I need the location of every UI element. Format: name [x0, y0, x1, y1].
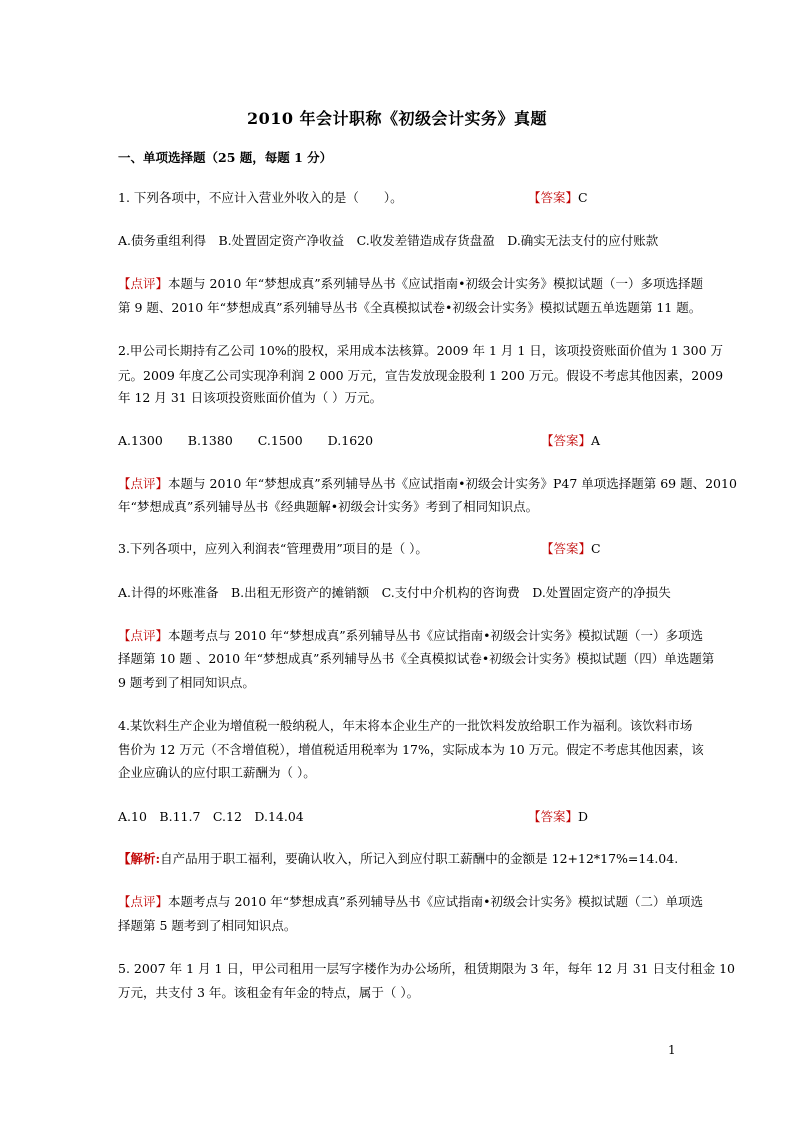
q3-answer	[541, 541, 601, 557]
q1-comment-line-1: 【点评】本题与 2010 年“梦想成真”系列辅导丛书《应试指南•初级会计实务》模拟试题（一）多项选择题	[118, 276, 703, 291]
q3-comment-line-1: 【点评】本题考点与 2010 年“梦想成真”系列辅导丛书《应试指南•初级会计实务》模拟试题（一）多项选	[118, 628, 703, 643]
q4-stem-line-2: 售价为 12 万元（不含增值税），增值税适用税率为 17%，实际成本为 10 万元。假定不考虑其他因素，该	[118, 742, 704, 757]
q2-options: A.1300 B.1380 C.1500 D.1620	[118, 433, 374, 448]
q4-answer	[528, 809, 588, 825]
comment-label: 【点评】	[118, 276, 169, 291]
q4-comment-line-2: 择题第 5 题考到了相同知识点。	[118, 918, 297, 933]
q1-stem: 1. 下列各项中，不应计入营业外收入的是（ ）。	[118, 190, 403, 205]
answer-value: C	[591, 541, 601, 556]
answer-label: 【答案】	[528, 809, 579, 824]
page-number: 1	[668, 1043, 676, 1057]
answer-value: D	[578, 809, 589, 824]
q4-analysis: 【解析:自产品用于职工福利，要确认收入，所记入到应付职工薪酬中的金额是 12+12*17%=14.04.	[118, 851, 679, 866]
q2-stem-line-3: 年 12 月 31 日该项投资账面价值为（ ）万元。	[118, 390, 383, 405]
q3-comment-line-2: 择题第 10 题 、2010 年“梦想成真”系列辅导丛书《全真模拟试卷•初级会计实务》模拟试题（四）单选题第	[118, 651, 715, 666]
q4-comment-line-1: 【点评】本题考点与 2010 年“梦想成真”系列辅导丛书《应试指南•初级会计实务》模拟试题（二）单项选	[118, 894, 703, 909]
q5-stem-line-1: 5. 2007 年 1 月 1 日，甲公司租用一层写字楼作为办公场所，租赁期限为 3 年，每年 12 月 31 日支付租金 10	[118, 961, 735, 976]
q3-comment-line-3: 9 题考到了相同知识点。	[118, 675, 255, 690]
q2-answer	[541, 433, 600, 449]
q4-stem-line-3: 企业应确认的应付职工薪酬为（ ）。	[118, 765, 316, 780]
document-title: 2010 年会计职称《初级会计实务》真题	[246, 109, 548, 128]
q4-options: A.10 B.11.7 C.12 D.14.04	[118, 809, 304, 824]
section-heading: 一、单项选择题（25 题，每题 1 分）	[118, 150, 333, 165]
q3-stem: 3.下列各项中，应列入利润表“管理费用”项目的是（ ）。	[118, 541, 428, 556]
q1-comment-line-2: 第 9 题、2010 年“梦想成真”系列辅导丛书《全真模拟试卷•初级会计实务》模拟试题五单选题第 11 题。	[118, 300, 702, 315]
q1-answer	[528, 190, 588, 206]
q3-options: A.计得的坏账准备 B.出租无形资产的摊销额 C.支付中介机构的咨询费 D.处置固定资产的净损失	[118, 585, 671, 600]
q2-stem-line-1: 2.甲公司长期持有乙公司 10%的股权，采用成本法核算。2009 年 1 月 1 日，该项投资账面价值为 1 300 万	[118, 343, 724, 358]
answer-value: C	[578, 190, 588, 205]
q2-stem-line-2: 元。2009 年度乙公司实现净利润 2 000 万元，宣告发放现金股利 1 200 万元。假设不考虑其他因素，2009	[118, 368, 724, 383]
q2-comment-line-1: 【点评】本题与 2010 年“梦想成真”系列辅导丛书《应试指南•初级会计实务》P47 单项选择题第 69 题、2010	[118, 476, 737, 491]
answer-label: 【答案】	[541, 541, 592, 556]
answer-value: A	[591, 433, 601, 448]
comment-label: 【点评】	[118, 628, 169, 643]
comment-label: 【点评】	[118, 894, 169, 909]
answer-label: 【答案】	[528, 190, 579, 205]
analysis-label: 【解析:	[118, 851, 161, 866]
q4-stem-line-1: 4.某饮料生产企业为增值税一般纳税人，年末将本企业生产的一批饮料发放给职工作为福利。该饮料市场	[118, 718, 693, 733]
answer-label: 【答案】	[541, 433, 592, 448]
q1-options: A.债务重组利得 B.处置固定资产净收益 C.收发差错造成存货盘盈 D.确实无法支付的应付账款	[118, 233, 659, 248]
comment-label: 【点评】	[118, 476, 169, 491]
q2-comment-line-2: 年“梦想成真”系列辅导丛书《经典题解•初级会计实务》考到了相同知识点。	[118, 499, 539, 514]
q5-stem-line-2: 万元，共支付 3 年。该租金有年金的特点，属于（ ）。	[118, 985, 420, 1000]
